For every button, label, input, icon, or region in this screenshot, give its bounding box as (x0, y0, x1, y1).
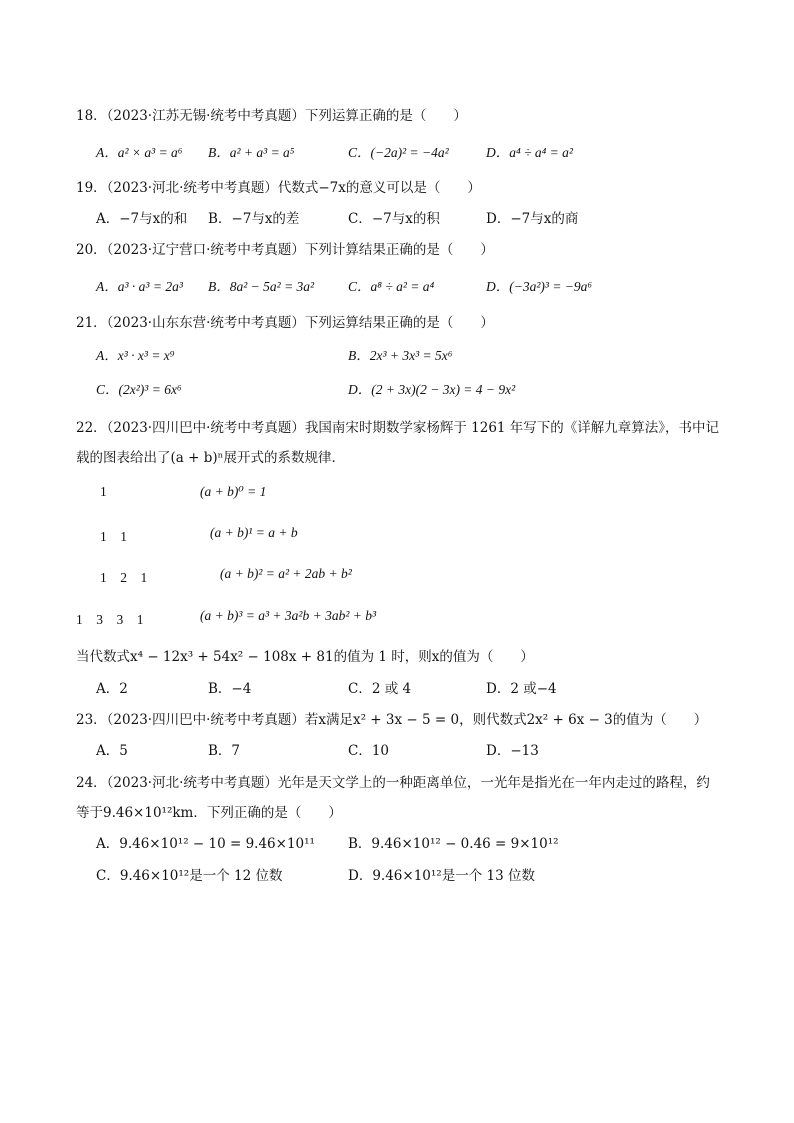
question-20-stem: 20．（2023·辽宁营口·统考中考真题）下列计算结果正确的是（ ） (76, 242, 494, 258)
question-22-stem-line1: 22．（2023·四川巴中·统考中考真题）我国南宋时期数学家杨辉于 1261 年写下的《详解九章算法》，书中记 (76, 420, 720, 436)
question-24-stem-line1: 24．（2023·河北·统考中考真题）光年是天文学上的一种距离单位，一光年是指光在一年内走过的路程，约 (76, 775, 710, 791)
triangle-row-3-coeffs: 1 3 3 1 (76, 612, 144, 627)
question-24-option-c: C．9.46×10¹²是一个 12 位数 (96, 868, 283, 884)
question-18-option-d: D．a⁴ ÷ a⁴ = a² (486, 145, 573, 160)
question-21-option-d: D．(2 + 3x)(2 − 3x) = 4 − 9x² (348, 382, 516, 397)
question-22-stem-line3: 当代数式x⁴ − 12x³ + 54x² − 108x + 81的值为 1 时，则x的值为（ ） (76, 649, 534, 665)
question-24-option-b: B．9.46×10¹² − 0.46 = 9×10¹² (348, 836, 559, 852)
question-22-option-b: B．−4 (208, 681, 252, 697)
question-21-stem: 21．（2023·山东东营·统考中考真题）下列运算结果正确的是（ ） (76, 315, 494, 331)
question-20-option-a: A．a³ · a³ = 2a³ (96, 279, 183, 294)
question-18-option-a: A．a² × a³ = a⁶ (96, 145, 183, 160)
question-19-option-b: B．−7与x的差 (208, 211, 300, 227)
question-20-option-b: B．8a² − 5a² = 3a² (208, 279, 315, 294)
question-23-option-b: B．7 (208, 743, 241, 759)
question-22-option-a: A．2 (96, 681, 128, 697)
question-21-option-c: C．(2x²)³ = 6x⁶ (96, 382, 182, 397)
triangle-row-2-coeffs: 1 2 1 (100, 570, 148, 585)
question-22-option-d: D．2 或−4 (486, 681, 557, 697)
question-22-option-c: C．2 或 4 (348, 681, 412, 697)
question-18-stem: 18．（2023·江苏无锡·统考中考真题）下列运算正确的是（ ） (76, 108, 467, 124)
question-19-stem: 19．（2023·河北·统考中考真题）代数式−7x的意义可以是（ ） (76, 180, 481, 196)
question-21-option-a: A．x³ · x³ = x⁹ (96, 348, 175, 363)
question-20-option-d: D．(−3a²)³ = −9a⁶ (486, 279, 593, 294)
question-23-option-a: A．5 (96, 743, 128, 759)
question-19-option-d: D．−7与x的商 (486, 211, 579, 227)
triangle-row-3-formula: (a + b)³ = a³ + 3a²b + 3ab² + b³ (200, 608, 377, 623)
question-19-option-c: C．−7与x的积 (348, 211, 440, 227)
question-24-stem-line2: 等于9.46×10¹²km．下列正确的是（ ） (76, 805, 342, 821)
question-23-option-c: C．10 (348, 743, 390, 759)
triangle-row-0-formula: (a + b)⁰ = 1 (200, 484, 267, 499)
question-18-option-c: C．(−2a)² = −4a² (348, 145, 449, 160)
triangle-row-0-coeffs: 1 (100, 484, 107, 499)
question-22-stem-line2: 载的图表给出了(a + b)ⁿ展开式的系数规律． (76, 450, 345, 466)
question-23-stem: 23．（2023·四川巴中·统考中考真题）若x满足x² + 3x − 5 = 0，则代数式2x² + 6x − 3的值为（ ） (76, 712, 708, 728)
question-24-option-a: A．9.46×10¹² − 10 = 9.46×10¹¹ (96, 836, 315, 852)
question-24-option-d: D．9.46×10¹²是一个 13 位数 (348, 868, 535, 884)
question-23-option-d: D．−13 (486, 743, 539, 759)
triangle-row-1-formula: (a + b)¹ = a + b (210, 525, 298, 540)
triangle-row-2-formula: (a + b)² = a² + 2ab + b² (220, 566, 352, 581)
question-18-option-b: B．a² + a³ = a⁵ (208, 145, 295, 160)
question-19-option-a: A．−7与x的和 (96, 211, 188, 227)
question-21-option-b: B．2x³ + 3x³ = 5x⁶ (348, 348, 453, 363)
triangle-row-1-coeffs: 1 1 (100, 529, 127, 544)
question-20-option-c: C．a⁸ ÷ a² = a⁴ (348, 279, 435, 294)
